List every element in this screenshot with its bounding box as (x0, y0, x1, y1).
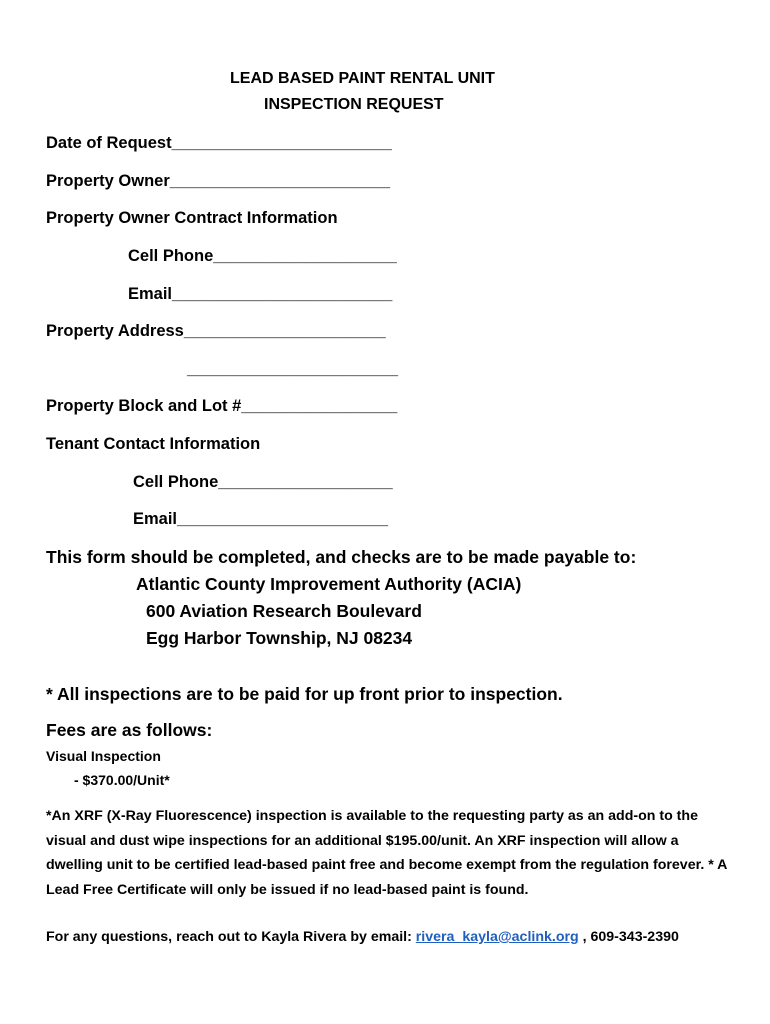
contact-suffix: , 609-343-2390 (578, 929, 679, 945)
owner-contact-heading: Property Owner Contract Information (46, 209, 338, 227)
payment-intro: This form should be completed, and checks are to be made payable to: (46, 547, 637, 567)
tenant-contact-heading: Tenant Contact Information (46, 435, 261, 453)
title-line-1: LEAD BASED PAINT RENTAL UNIT (230, 70, 495, 87)
xrf-paragraph: *An XRF (X-Ray Fluorescence) inspection is available to the requesting party as an add-on to the visual and dust wipe inspections for an additional $195.00/unit. An XRF inspection will allow a dwelling unit to be certified lead-based paint free and become exempt from the regulation forever. * A Lead Free Certificate will only be issued if no lead-based paint is found. (46, 808, 727, 898)
tenant-cell-phone-field[interactable]: Cell Phone___________________ (133, 473, 393, 491)
prepay-notice: * All inspections are to be paid for up front prior to inspection. (46, 684, 563, 704)
tenant-email-field[interactable]: Email_______________________ (133, 510, 389, 528)
fee-item: Visual Inspection (46, 748, 161, 764)
owner-cell-phone-field[interactable]: Cell Phone____________________ (128, 247, 397, 265)
block-lot-field[interactable]: Property Block and Lot #_________________ (46, 397, 398, 415)
payment-street: 600 Aviation Research Boulevard (146, 601, 422, 621)
fees-heading: Fees are as follows: (46, 720, 213, 740)
contact-email-link[interactable]: rivera_kayla@aclink.org (415, 929, 579, 945)
title-line-2: INSPECTION REQUEST (264, 96, 444, 113)
owner-email-field[interactable]: Email________________________ (128, 285, 393, 303)
property-owner-field[interactable]: Property Owner________________________ (46, 172, 391, 190)
payment-org: Atlantic County Improvement Authority (ACIA) (136, 574, 522, 594)
contact-prefix: For any questions, reach out to Kayla Rivera by email: (46, 929, 416, 945)
fee-price: - $370.00/Unit* (74, 772, 170, 788)
contact-paragraph (46, 925, 736, 950)
payment-city: Egg Harbor Township, NJ 08234 (146, 628, 413, 648)
date-of-request-field[interactable]: Date of Request________________________ (46, 134, 392, 152)
property-address-field[interactable]: Property Address______________________ (46, 322, 386, 340)
property-address-line2-field[interactable]: _______________________ (187, 360, 399, 378)
